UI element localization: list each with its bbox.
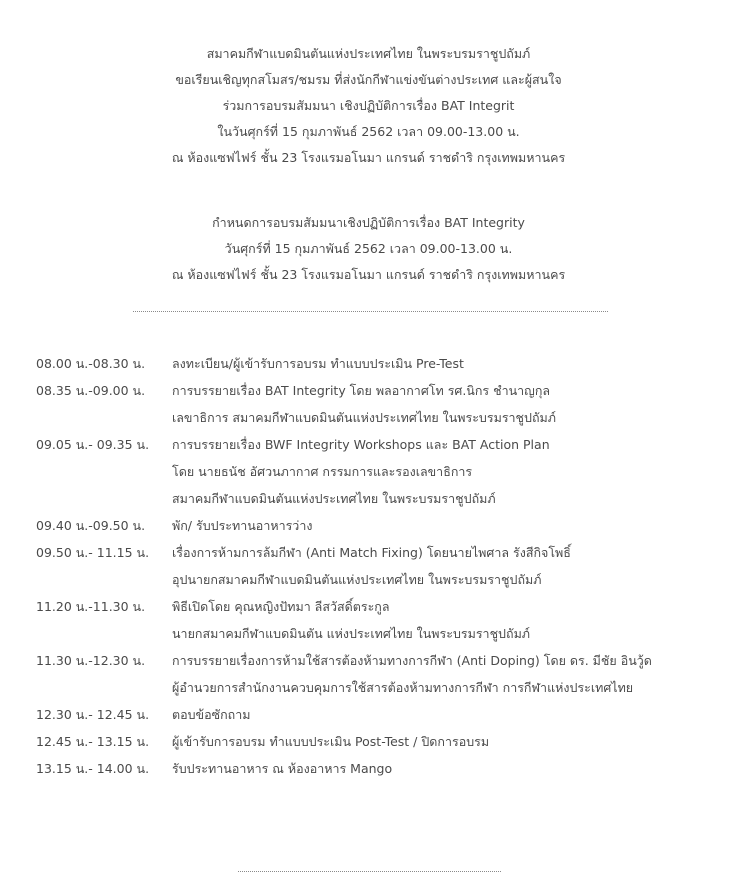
agenda-row: [36, 539, 726, 566]
agenda-time: 13.15 น.- 14.00 น.: [36, 761, 150, 776]
agenda-description: เลขาธิการ สมาคมกีฬาแบดมินตันแห่งประเทศไทย ในพระบรมราชูปถัมภ์: [172, 410, 557, 425]
agenda-description: โดย นายธนัช อัศวนภากาศ กรรมการและรองเลขาธิการ: [172, 464, 473, 479]
agenda-description: พัก/ รับประทานอาหารว่าง: [172, 518, 313, 533]
agenda-description: รับประทานอาหาร ณ ห้องอาหาร Mango: [172, 761, 393, 776]
schedule-header-line: กำหนดการอบรมสัมมนาเชิงปฏิบัติการเรื่อง BAT Integrity: [212, 215, 525, 230]
agenda-row: [36, 377, 726, 404]
agenda-row: [36, 647, 726, 674]
agenda-description: ผู้เข้ารับการอบรม ทำแบบประเมิน Post-Test / ปิดการอบรม: [172, 734, 490, 749]
agenda-row: [36, 485, 726, 512]
agenda-description: เรื่องการห้ามการล้มกีฬา (Anti Match Fixing) โดยนายไพศาล รังสีกิจโพธิ์: [172, 545, 571, 560]
agenda-time: 08.35 น.-09.00 น.: [36, 383, 146, 398]
agenda-row: [36, 512, 726, 539]
agenda-row: [36, 566, 726, 593]
agenda-time: 11.30 น.-12.30 น.: [36, 653, 146, 668]
schedule-header-line: วันศุกร์ที่ 15 กุมภาพันธ์ 2562 เวลา 09.00-13.00 น.: [224, 241, 513, 256]
agenda-row: [36, 458, 726, 485]
agenda-description: นายกสมาคมกีฬาแบดมินตัน แห่งประเทศไทย ในพระบรมราชูปถัมภ์: [172, 626, 531, 641]
agenda-description: อุปนายกสมาคมกีฬาแบดมินตันแห่งประเทศไทย ในพระบรมราชูปถัมภ์: [172, 572, 542, 587]
dotted-divider: [133, 311, 608, 312]
agenda-row: [36, 755, 726, 782]
agenda-time: 09.50 น.- 11.15 น.: [36, 545, 150, 560]
agenda-row: [36, 674, 726, 701]
invitation-line: สมาคมกีฬาแบดมินตันแห่งประเทศไทย ในพระบรมราชูปถัมภ์: [206, 46, 531, 61]
agenda-description: พิธีเปิดโดย คุณหญิงปัทมา ลีสวัสดิ์ตระกูล: [172, 599, 390, 614]
agenda-time: 11.20 น.-11.30 น.: [36, 599, 146, 614]
agenda-description: สมาคมกีฬาแบดมินตันแห่งประเทศไทย ในพระบรมราชูปถัมภ์: [172, 491, 496, 506]
agenda-description: การบรรยายเรื่อง BWF Integrity Workshops และ BAT Action Plan: [172, 437, 550, 452]
agenda-row: [36, 620, 726, 647]
agenda-row: [36, 701, 726, 728]
invitation-line: ขอเรียนเชิญทุกสโมสร/ชมรม ที่ส่งนักกีฬาแข่งขันต่างประเทศ และผู้สนใจ: [175, 72, 562, 87]
agenda-description: ผู้อำนวยการสำนักงานควบคุมการใช้สารต้องห้ามทางการกีฬา การกีฬาแห่งประเทศไทย: [172, 680, 634, 695]
agenda-row: [36, 593, 726, 620]
dotted-divider: [238, 871, 501, 872]
invitation-line: ร่วมการอบรมสัมมนา เชิงปฏิบัติการเรื่อง BAT Integrit: [222, 98, 515, 113]
agenda-time: 09.05 น.- 09.35 น.: [36, 437, 150, 452]
schedule-header-line: ณ ห้องแซฟไฟร์ ชั้น 23 โรงแรมอโนมา แกรนด์ ราชดำริ กรุงเทพมหานคร: [171, 267, 566, 282]
agenda-time: 12.45 น.- 13.15 น.: [36, 734, 150, 749]
agenda-row: [36, 404, 726, 431]
agenda-row: [36, 728, 726, 755]
agenda-row: [36, 350, 726, 377]
invitation-line: ในวันศุกร์ที่ 15 กุมภาพันธ์ 2562 เวลา 09.00-13.00 น.: [217, 124, 520, 139]
agenda-description: การบรรยายเรื่องการห้ามใช้สารต้องห้ามทางการกีฬา (Anti Doping) โดย ดร. มีชัย อินวู้ด: [172, 653, 652, 668]
schedule-header: [0, 210, 737, 288]
agenda-description: ลงทะเบียน/ผู้เข้ารับการอบรม ทำแบบประเมิน Pre-Test: [172, 356, 464, 371]
agenda-time: 08.00 น.-08.30 น.: [36, 356, 146, 371]
agenda-description: ตอบข้อซักถาม: [172, 707, 251, 722]
agenda-row: [36, 431, 726, 458]
invitation-line: ณ ห้องแซฟไฟร์ ชั้น 23 โรงแรมอโนมา แกรนด์ ราชดำริ กรุงเทพมหานคร: [171, 150, 566, 165]
agenda-time: 12.30 น.- 12.45 น.: [36, 707, 150, 722]
agenda-time: 09.40 น.-09.50 น.: [36, 518, 146, 533]
agenda-description: การบรรยายเรื่อง BAT Integrity โดย พลอากาศโท รศ.นิกร ชำนาญกุล: [172, 383, 551, 398]
agenda-list: [36, 350, 726, 782]
invitation-block: [0, 41, 737, 171]
